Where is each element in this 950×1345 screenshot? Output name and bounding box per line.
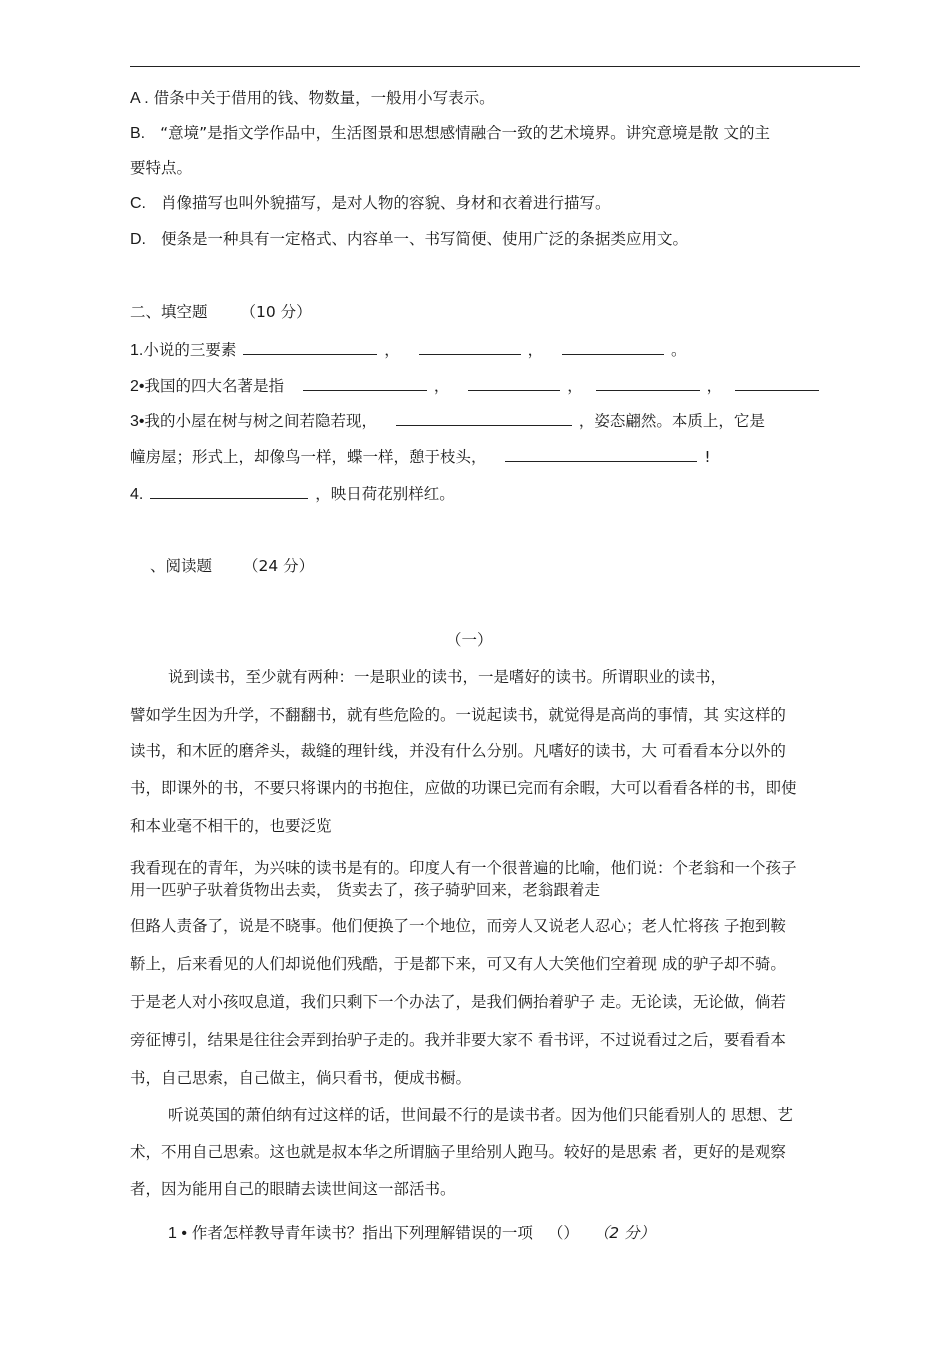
passage-line: 读书，和木匠的磨斧头，裁缝的理针线，并没有什么分别。凡嗜好的读书，大 可看看本分以外的 xyxy=(130,742,786,760)
fill-q1-blank-1[interactable] xyxy=(243,340,377,355)
choice-c-label: C. xyxy=(130,195,146,212)
choice-c xyxy=(130,193,610,214)
header-rule xyxy=(130,66,860,67)
passage-line: 但路人责备了，说是不晓事。他们便换了一个地位，而旁人又说老人忍心；老人忙将孩 子抱到鞍 xyxy=(130,917,786,935)
fill-q1-blank-3[interactable] xyxy=(562,340,664,355)
question-1 xyxy=(168,1223,655,1244)
fill-q1-blank-2[interactable] xyxy=(419,340,521,355)
choice-a-label: A . xyxy=(130,90,149,107)
question-1-text: 作者怎样教导青年读书？指出下列理解错误的一项 xyxy=(191,1224,533,1242)
fill-q2-blank-3[interactable] xyxy=(596,376,700,391)
choice-c-text: 肖像描写也叫外貌描写，是对人物的容貌、身材和衣着进行描写。 xyxy=(160,194,611,212)
choice-b-cont: 要特点。 xyxy=(130,159,193,177)
fill-q2-blank-1[interactable] xyxy=(303,376,427,391)
passage-line: 书，自己思索，自己做主，倘只看书，便成书橱。 xyxy=(130,1069,472,1087)
question-1-paren[interactable]: （） xyxy=(547,1224,579,1242)
section2-title: 二、填空题 xyxy=(130,303,208,321)
fill-q1-end: 。 xyxy=(671,341,687,359)
question-1-num: 1 • xyxy=(168,1225,187,1242)
section3-score: （24 分） xyxy=(242,557,315,575)
fill-q2-sep2: ， xyxy=(567,377,583,395)
fill-q1-text: 小说的三要素 xyxy=(143,341,237,359)
passage-line: 旁征博引，结果是往往会弄到抬驴子走的。我并非要大家不 看书评，不过说看过之后，要看看本 xyxy=(130,1031,786,1049)
section3-heading xyxy=(150,556,314,576)
fill-q3-end: ! xyxy=(704,448,711,466)
fill-q4 xyxy=(130,484,455,505)
fill-q2-sep3: ， xyxy=(706,377,723,395)
fill-q1 xyxy=(130,340,687,361)
choice-b xyxy=(130,123,770,144)
choice-d-label: D. xyxy=(130,231,146,248)
fill-q3-text2: 幢房屋；形式上，却像鸟一样，蝶一样，憩于枝头， xyxy=(130,448,487,466)
section3-title: 、阅读题 xyxy=(150,557,213,575)
choice-a-text: 借条中关于借用的钱、物数量，一般用小写表示。 xyxy=(153,89,495,107)
choice-b-text: “意境”是指文学作品中，生活图景和思想感情融合一致的艺术境界。讲究意境是散 文的主 xyxy=(160,124,771,142)
fill-q2 xyxy=(130,376,821,397)
passage-line: 用一匹驴子驮着货物出去卖， 货卖去了，孩子骑驴回来，老翁跟着走 xyxy=(130,881,600,899)
fill-q3-blank-1[interactable] xyxy=(396,411,572,426)
choice-d-text: 便条是一种具有一定格式、内容单一、书写简便、使用广泛的条据类应用文。 xyxy=(160,230,688,248)
fill-q1-num: 1. xyxy=(130,342,144,359)
fill-q3-blank-2[interactable] xyxy=(505,447,697,462)
passage-line: 鞒上，后来看见的人们却说他们残酷，于是都下来，可又有人大笑他们空着现 成的驴子却不骑。 xyxy=(130,955,786,973)
fill-q3-line2 xyxy=(130,447,711,467)
passage-line: 书，即课外的书，不要只将课内的书抱住，应做的功课已完而有余暇，大可以看看各样的书，即使 xyxy=(130,779,797,797)
passage-line: 我看现在的青年，为兴味的读书是有的。印度人有一个很普遍的比喻，他们说：个老翁和一个孩子 xyxy=(130,859,797,877)
fill-q2-sep1: ， xyxy=(433,377,450,395)
passage-line: 术，不用自己思索。这也就是叔本华之所谓脑子里给别人跑马。较好的是思索 者，更好的是观察 xyxy=(130,1143,786,1161)
passage-line: 譬如学生因为升学，不翻翻书，就有些危险的。一说起读书，就觉得是高尚的事情，其 实这样的 xyxy=(130,706,786,724)
fill-q3-text: 我的小屋在树与树之间若隐若现， xyxy=(144,412,378,430)
choice-b-label: B. xyxy=(130,125,146,142)
passage-line: 者，因为能用自己的眼睛去读世间这一部活书。 xyxy=(130,1180,456,1198)
fill-q1-sep1: ， xyxy=(384,341,400,359)
fill-q3-num: 3• xyxy=(130,413,145,430)
passage-line: 于是老人对小孩叹息道，我们只剩下一个办法了，是我们俩抬着驴子 走。无论读，无论做，倘若 xyxy=(130,993,786,1011)
fill-q3-line1 xyxy=(130,411,765,432)
passage-line: 听说英国的萧伯纳有过这样的话，世间最不行的是读书者。因为他们只能看别人的 思想、艺 xyxy=(168,1106,793,1124)
section2-score: （10 分） xyxy=(240,303,312,321)
section2-heading xyxy=(130,302,312,322)
passage-heading: （一） xyxy=(446,631,493,649)
fill-q4-blank[interactable] xyxy=(150,484,308,499)
fill-q2-blank-2[interactable] xyxy=(468,376,560,391)
fill-q4-num: 4. xyxy=(130,486,144,503)
choice-d xyxy=(130,229,688,250)
fill-q2-num: 2• xyxy=(130,378,145,395)
passage-line: 和本业毫不相干的，也要泛览 xyxy=(130,817,332,835)
question-1-score: （2 分） xyxy=(593,1224,656,1242)
fill-q3-after1: ，姿态翩然。本质上，它是 xyxy=(578,412,765,430)
fill-q2-blank-4[interactable] xyxy=(735,376,819,391)
fill-q4-text: ，映日荷花别样红。 xyxy=(315,485,455,503)
fill-q2-text: 我国的四大名著是指 xyxy=(144,377,285,395)
choice-a xyxy=(130,88,495,109)
passage-line: 说到读书，至少就有两种：一是职业的读书，一是嗜好的读书。所谓职业的读书， xyxy=(168,668,727,686)
fill-q1-sep2: ， xyxy=(527,341,544,359)
